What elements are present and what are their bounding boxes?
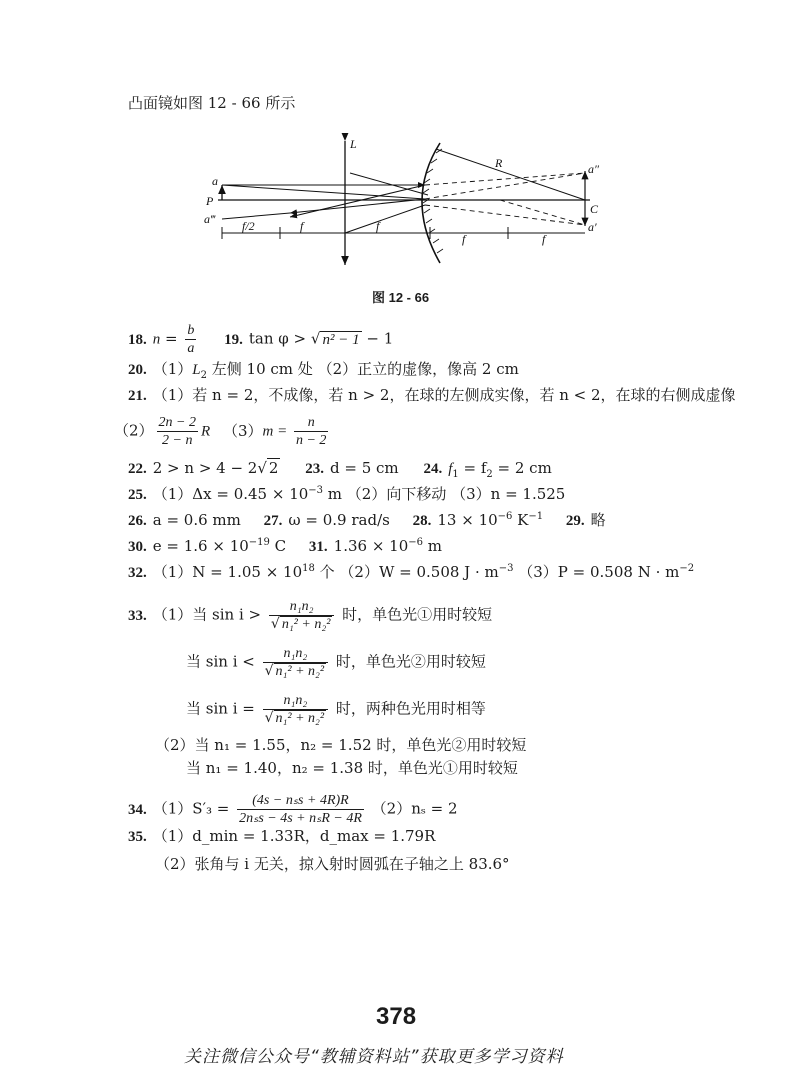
label-a1: a′	[588, 220, 597, 234]
intro-text: 凸面镜如图 12 - 66 所示	[128, 94, 296, 112]
answer-21-line2: （2） $\frac{2n - 2}{2 - n}$ R （3）m = $\frac{n}{n - 2}$	[114, 415, 327, 448]
label-P: P	[206, 194, 214, 208]
label-f-2: f	[376, 219, 380, 233]
answer-18-19: 18. n = $\frac{b}{a}$ 19. tan φ > √ n² − 1 − 1	[128, 323, 394, 356]
footer-note: 关注微信公众号“教辅资料站”获取更多学习资料	[184, 1047, 564, 1067]
label-f-1: f	[300, 219, 304, 233]
answer-34: 34. （1）S′₃ = $\frac{\text{(4s − nₛs + 4R)R}}{\text{2nₛs − 4s + nₛR − 4R}}$ （2）nₛ = 2	[128, 793, 458, 826]
answer-26-29: 26. a = 0.6 mm 27. ω = 0.9 rad/s 28. $13 \times 10^{-6}$ $K^{-1}$ 29. 略	[128, 511, 606, 529]
label-f-4: f	[542, 232, 546, 246]
answer-33-c: 当 sin i = $\frac{\text{n₁n₂}}{\text{√ n₁² + n₂²}}$ 时，两种色光用时相等	[186, 693, 486, 726]
answer-30-31: 30. $e = 1.6 \times 10^{-19}$ C 31. $1.36 \times 10^{-6}$ m	[128, 537, 443, 555]
label-a: a	[212, 174, 218, 188]
label-C: C	[590, 202, 599, 216]
answer-35-line2: （2）张角与 i 无关，掠入射时圆弧在子轴之上 83.6°	[155, 855, 510, 873]
answer-33-a: 33. （1）当 sin i > $\frac{\text{n₁n₂}}{\text{√ n₁² + n₂²}}$ 时，单色光①用时较短	[128, 599, 493, 632]
convex-mirror	[422, 143, 440, 263]
optics-diagram	[200, 133, 800, 283]
answer-22-23-24: 22. 2 > n > 4 − 2√ 2 23. d = 5 cm 24. $f_1 = f_2 = 2$ cm	[128, 459, 552, 480]
label-f-3: f	[462, 232, 466, 246]
answer-25: 25. $(1)\Delta x = 0.45 \times 10^{-3}$ m （2）向下移动 （3）n = 1.525	[128, 485, 566, 503]
answer-32: 32. $(1)N = 1.05 \times 10^{18}$ 个 （2）W = 0.508 $J \cdot m^{-3}$ （3）P = 0.508 $N \cdot m^{-2}$	[128, 563, 695, 581]
virtual-rays	[425, 173, 585, 225]
mirror-hatching	[423, 149, 443, 253]
page-number: 378	[376, 1003, 417, 1030]
label-a2: a″	[588, 162, 599, 176]
figure-caption: 图 12 - 66	[372, 290, 430, 305]
label-a3: a‴	[204, 212, 216, 226]
label-R: R	[495, 156, 503, 170]
label-L: L	[350, 137, 357, 151]
label-f2: f/2	[242, 219, 255, 233]
dimension-lines	[222, 227, 585, 239]
answer-33-e: 当 n₁ = 1.40，n₂ = 1.38 时，单色光①用时较短	[186, 759, 518, 777]
answer-35-line1: 35. （1）d_min = 1.33R，d_max = 1.79R	[128, 827, 436, 845]
answer-33-d: （2）当 n₁ = 1.55，n₂ = 1.52 时，单色光②用时较短	[155, 736, 527, 754]
answer-21-line1: 21. （1）若 n = 2，不成像，若 n > 2，在球的左侧成实像，若 n < 2，在球的右侧成虚像	[128, 386, 736, 404]
answer-20: 20. $(1)L_2$ 左侧 10 cm 处 （2）正立的虚像，像高 2 cm	[128, 360, 519, 381]
answer-33-b: 当 sin i < $\frac{\text{n₁n₂}}{\text{√ n₁² + n₂²}}$ 时，单色光②用时较短	[186, 646, 486, 679]
